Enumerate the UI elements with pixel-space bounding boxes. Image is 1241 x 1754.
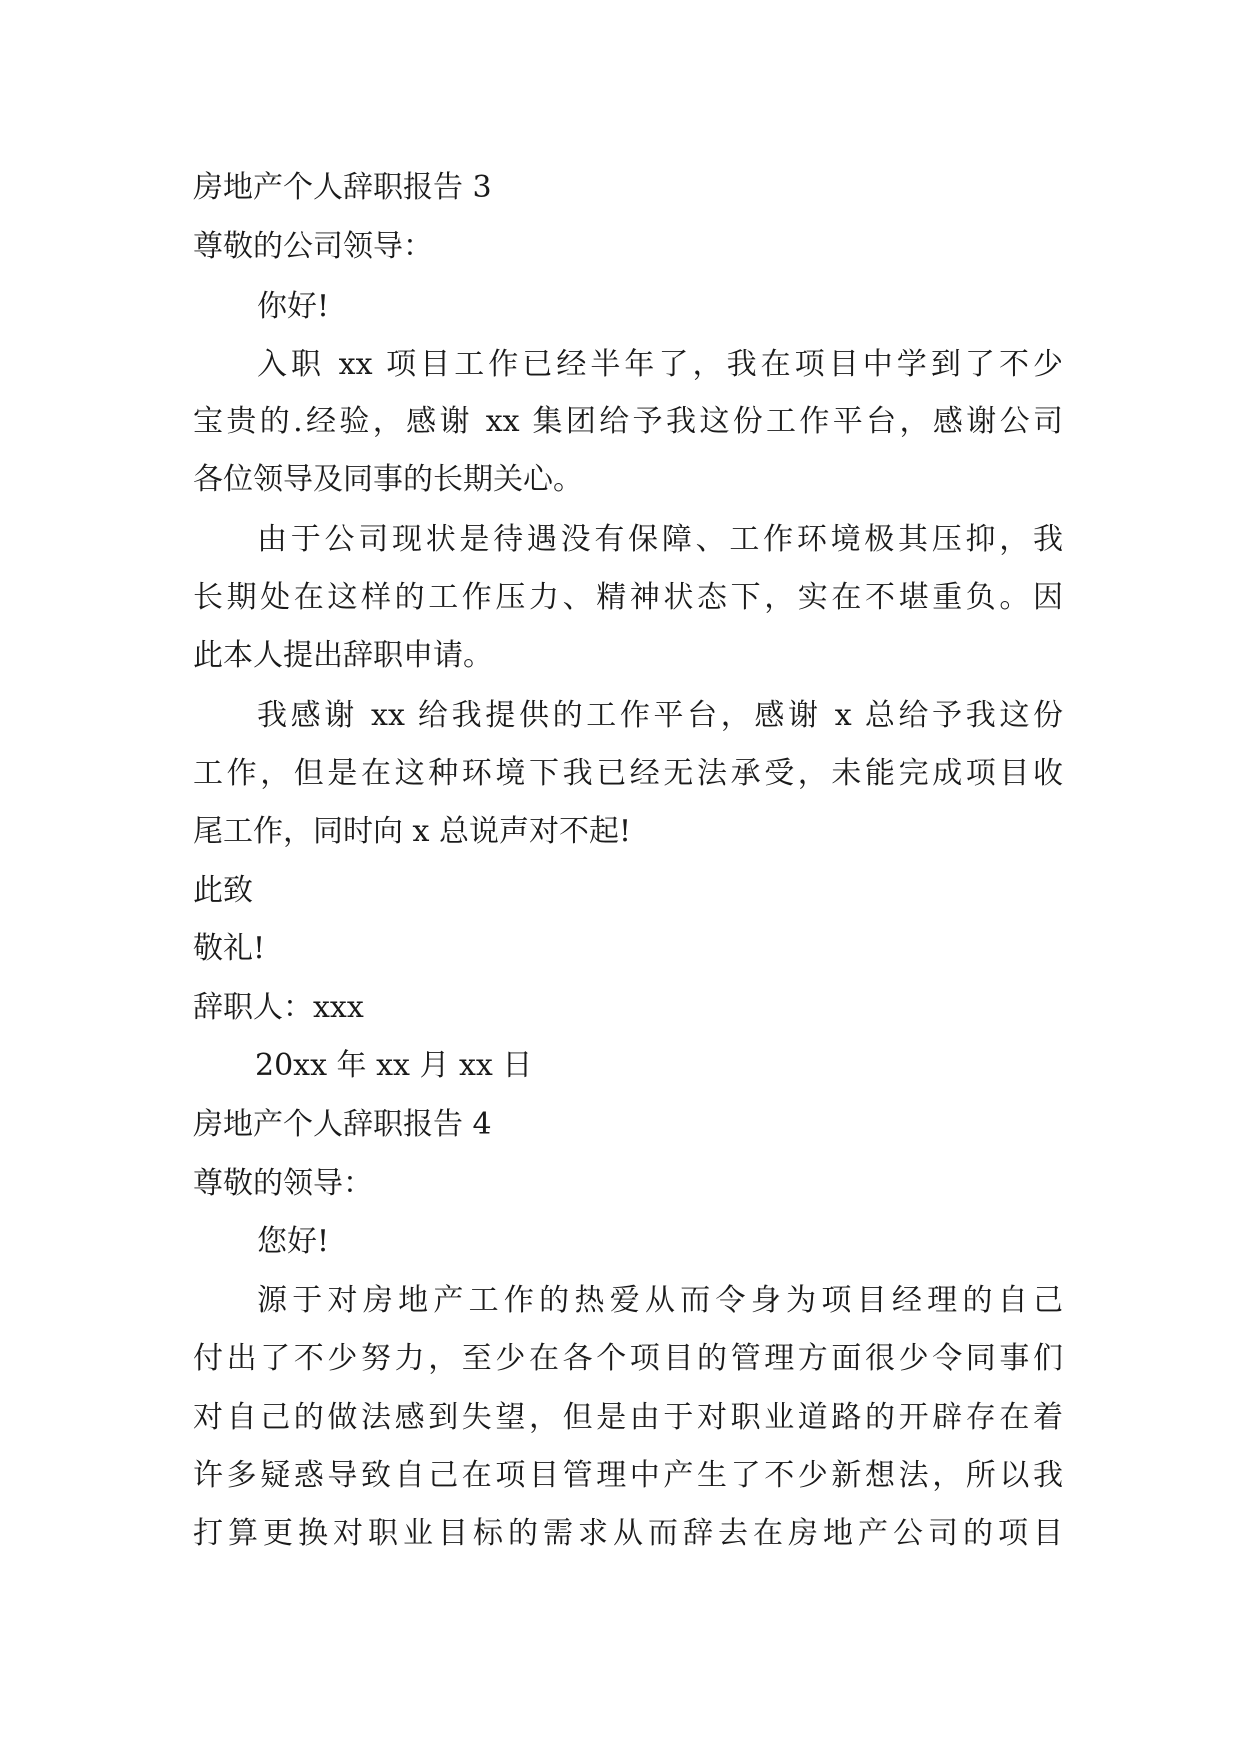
report3-signer: 辞职人：xxx — [193, 990, 364, 1025]
report3-p3-line2: 工作，但是在这种环境下我已经无法承受，未能完成项目收 — [193, 756, 1063, 791]
report3-title: 房地产个人辞职报告 3 — [193, 170, 492, 205]
report4-p1-line1: 源于对房地产工作的热爱从而令身为项目经理的自己 — [257, 1283, 1063, 1318]
report3-date: 20xx 年 xx 月 xx 日 — [255, 1048, 533, 1083]
report3-p2-line1: 由于公司现状是待遇没有保障、工作环境极其压抑，我 — [257, 522, 1063, 557]
report3-closing-1: 此致 — [193, 873, 253, 908]
report3-p1-line3: 各位领导及同事的长期关心。 — [193, 462, 583, 497]
report3-p2-line2: 长期处在这样的工作压力、精神状态下，实在不堪重负。因 — [193, 580, 1063, 615]
report4-greeting: 您好! — [257, 1224, 330, 1259]
report4-p1-line3: 对自己的做法感到失望，但是由于对职业道路的开辟存在着 — [193, 1400, 1063, 1435]
report3-p3-line3: 尾工作，同时向 x 总说声对不起! — [193, 814, 632, 849]
report4-p1-line5: 打算更换对职业目标的需求从而辞去在房地产公司的项目 — [193, 1516, 1063, 1551]
report3-p1-line2: 宝贵的.经验，感谢 xx 集团给予我这份工作平台，感谢公司 — [193, 404, 1063, 439]
report4-p1-line4: 许多疑惑导致自己在项目管理中产生了不少新想法，所以我 — [193, 1458, 1063, 1493]
report3-p3-line1: 我感谢 xx 给我提供的工作平台，感谢 x 总给予我这份 — [257, 698, 1063, 733]
report4-title: 房地产个人辞职报告 4 — [193, 1107, 492, 1142]
report3-p1-line1: 入职 xx 项目工作已经半年了，我在项目中学到了不少 — [257, 347, 1063, 382]
report3-greeting: 你好! — [257, 289, 330, 324]
report3-salutation: 尊敬的公司领导： — [193, 229, 433, 264]
report3-p2-line3: 此本人提出辞职申请。 — [193, 638, 493, 673]
report4-salutation: 尊敬的领导： — [193, 1166, 373, 1201]
report3-closing-2: 敬礼! — [193, 931, 266, 966]
report4-p1-line2: 付出了不少努力，至少在各个项目的管理方面很少令同事们 — [193, 1341, 1063, 1376]
